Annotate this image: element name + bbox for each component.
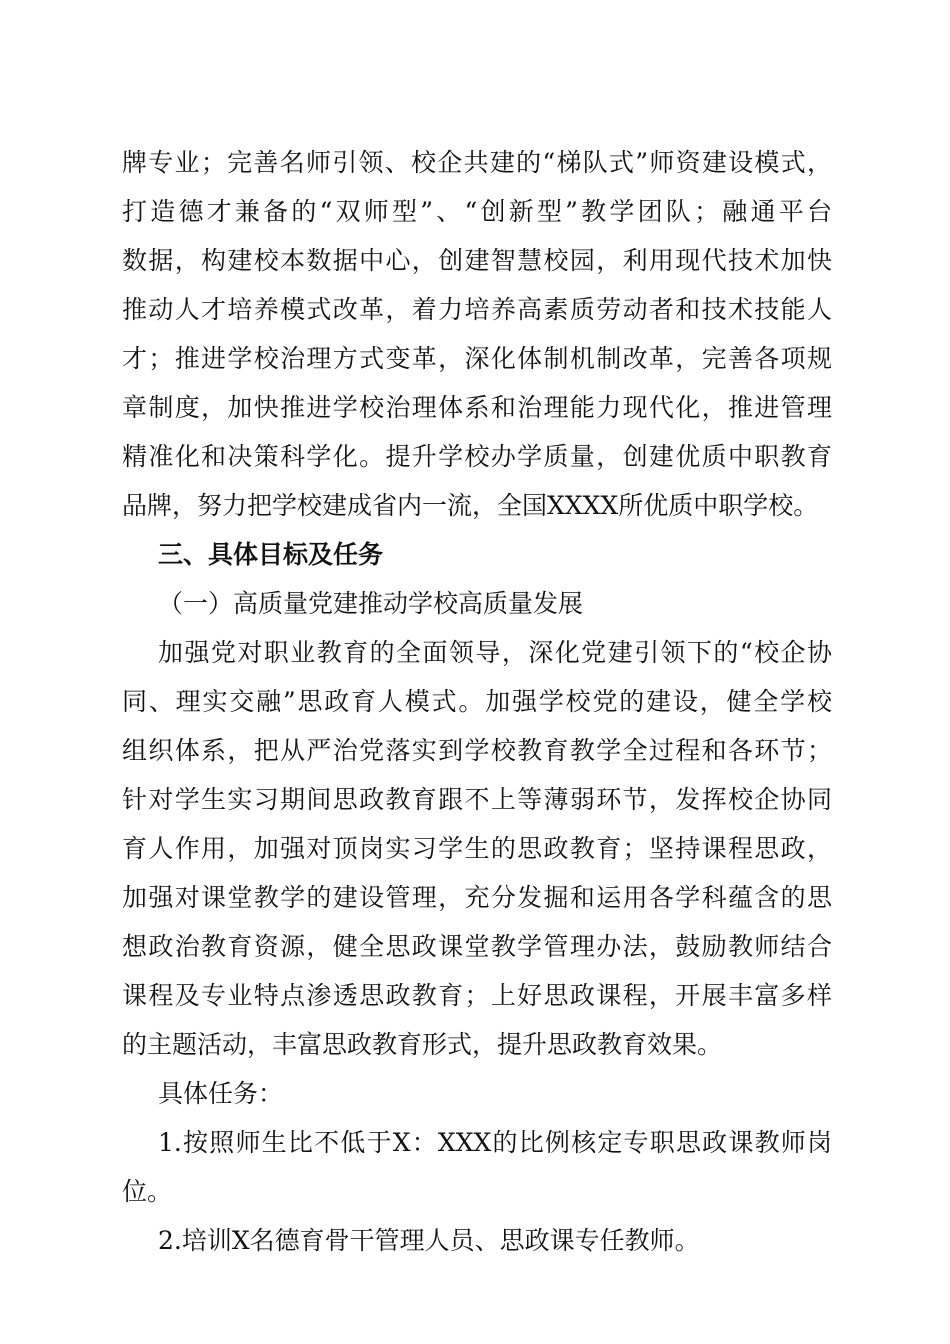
paragraph-line: 推动人才培养模式改革，着力培养高素质劳动者和技术技能人 [122, 295, 832, 324]
paragraph-line: 打造德才兼备的“双师型”、“创新型”教学团队；融通平台 [122, 197, 832, 226]
paragraph-line: 组织体系，把从严治党落实到学校教育教学全过程和各环节； [122, 736, 832, 765]
paragraph-line: 育人作用，加强对顶岗实习学生的思政教育；坚持课程思政， [122, 834, 832, 863]
paragraph-line: 加强党对职业教育的全面领导，深化党建引领下的“校企协 [158, 638, 832, 667]
paragraph-line: 精准化和决策科学化。提升学校办学质量，创建优质中职教育 [122, 442, 832, 471]
paragraph-line: 加强对课堂教学的建设管理，充分发掘和运用各学科蕴含的思 [122, 883, 832, 912]
paragraph-line: 才；推进学校治理方式变革，深化体制机制改革，完善各项规 [122, 344, 832, 373]
paragraph-line: 数据，构建校本数据中心，创建智慧校园，利用现代技术加快 [122, 246, 832, 275]
paragraph-line: 品牌，努力把学校建成省内一流，全国XXXX所优质中职学校。 [122, 491, 819, 520]
paragraph-line: 同、理实交融”思政育人模式。加强学校党的建设，健全学校 [122, 687, 832, 716]
task-label: 具体任务： [158, 1079, 284, 1108]
paragraph-line: 针对学生实习期间思政教育跟不上等薄弱环节，发挥校企协同 [122, 785, 832, 814]
task-item: 2.培训X名德育骨干管理人员、思政课专任教师。 [158, 1226, 700, 1255]
paragraph-line: 的主题活动，丰富思政教育形式，提升思政教育效果。 [122, 1030, 723, 1059]
paragraph-line: 课程及专业特点渗透思政教育；上好思政课程，开展丰富多样 [122, 981, 832, 1010]
paragraph-line: 章制度，加快推进学校治理体系和治理能力现代化，推进管理 [122, 393, 832, 422]
paragraph-line: 想政治教育资源，健全思政课堂教学管理办法，鼓励教师结合 [122, 932, 832, 961]
paragraph-line: 牌专业；完善名师引领、校企共建的“梯队式”师资建设模式， [122, 148, 832, 177]
task-item: 1.按照师生比不低于X：XXX的比例核定专职思政课教师岗 [158, 1128, 832, 1157]
subsection-heading: （一）高质量党建推动学校高质量发展 [158, 589, 584, 618]
section-heading: 三、具体目标及任务 [158, 540, 384, 569]
task-item-continuation: 位。 [122, 1177, 173, 1206]
